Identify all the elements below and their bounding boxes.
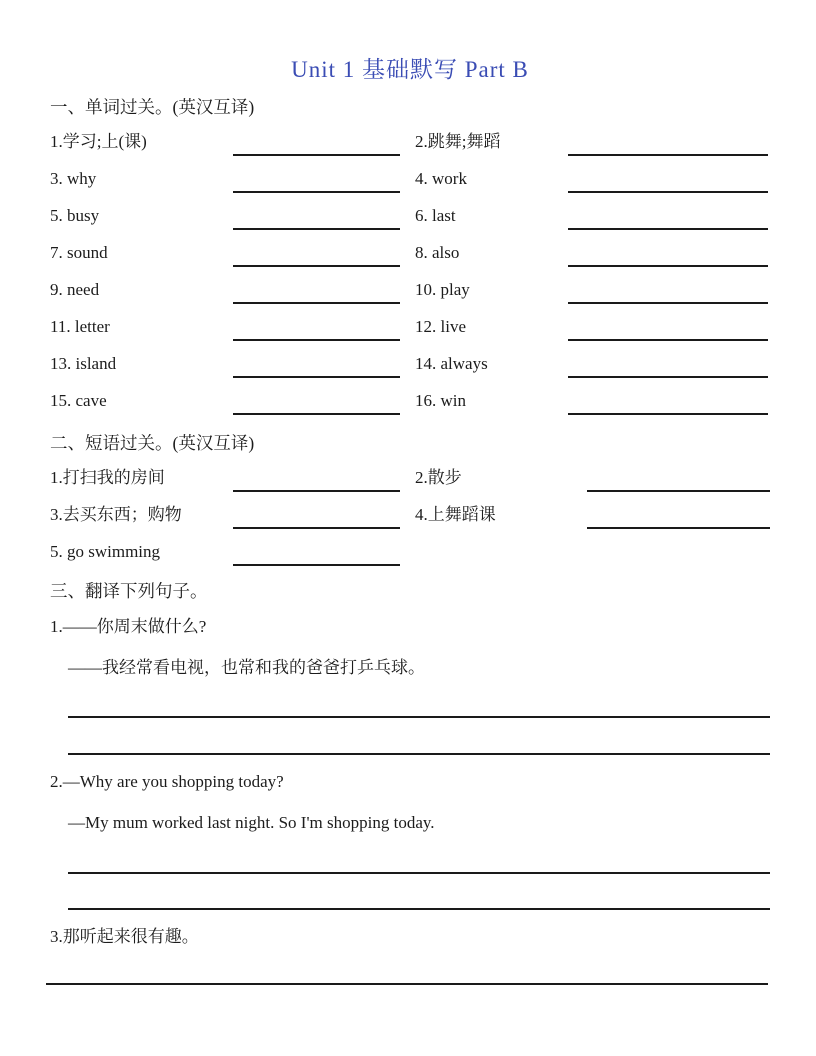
answer-blank [568, 167, 768, 193]
word-grid [50, 119, 770, 415]
answer-blank [233, 540, 400, 566]
phrase-item-label: 1.打扫我的房间 [50, 468, 165, 487]
word-item-label: 10. play [415, 280, 470, 299]
answer-line [46, 983, 768, 985]
answer-blank [233, 278, 400, 304]
answer-blank [568, 389, 768, 415]
phrase-grid [50, 455, 770, 566]
answer-blank [233, 466, 400, 492]
answer-blank [233, 241, 400, 267]
word-item-label: 12. live [415, 317, 466, 336]
word-item-label: 9. need [50, 280, 100, 299]
word-item-label: 2.跳舞;舞蹈 [415, 132, 501, 151]
answer-line [68, 753, 770, 755]
phrase-row [50, 529, 770, 566]
answer-blank [587, 466, 770, 492]
word-item-label: 14. always [415, 354, 488, 373]
word-row [50, 267, 770, 304]
page-title: Unit 1 基础默写 Part B [291, 57, 529, 82]
word-row [50, 341, 770, 378]
phrase-row [50, 455, 770, 492]
answer-blank [233, 130, 400, 156]
section-words-heading: 一、单词过关。(英汉互译) [50, 97, 255, 117]
answer-blank [568, 278, 768, 304]
translation-question-1: 1.——你周末做什么? [50, 617, 207, 636]
word-item-label: 1.学习;上(课) [50, 132, 147, 151]
answer-blank [587, 503, 770, 529]
answer-blank [233, 352, 400, 378]
translation-question-3: 3.那听起来很有趣。 [50, 927, 199, 946]
word-item-label: 3. why [50, 169, 97, 188]
word-item-label: 5. busy [50, 206, 100, 225]
phrase-item-label: 5. go swimming [50, 542, 161, 561]
answer-blank [233, 204, 400, 230]
word-item-label: 8. also [415, 243, 460, 262]
phrase-row [50, 492, 770, 529]
word-row [50, 378, 770, 415]
answer-blank [568, 315, 768, 341]
word-row [50, 304, 770, 341]
word-item-label: 6. last [415, 206, 456, 225]
phrase-item-label: 2.散步 [415, 468, 462, 487]
answer-blank [568, 241, 768, 267]
answer-blank [233, 389, 400, 415]
translation-answer-1: ——我经常看电视，也常和我的爸爸打乒乓球。 [68, 658, 425, 677]
word-row [50, 193, 770, 230]
phrase-item-label: 3.去买东西；购物 [50, 505, 182, 524]
answer-line [68, 908, 770, 910]
word-item-label: 16. win [415, 391, 466, 410]
answer-blank [568, 130, 768, 156]
word-item-label: 11. letter [50, 317, 110, 336]
section-translate-heading: 三、翻译下列句子。 [50, 581, 208, 601]
answer-line [68, 872, 770, 874]
answer-blank [568, 204, 768, 230]
word-row [50, 119, 770, 156]
translation-question-2: 2.—Why are you shopping today? [50, 772, 284, 791]
answer-blank [568, 352, 768, 378]
phrase-item-label: 4.上舞蹈课 [415, 505, 496, 524]
word-item-label: 7. sound [50, 243, 108, 262]
word-row [50, 156, 770, 193]
answer-line [68, 716, 770, 718]
translation-answer-2: —My mum worked last night. So I'm shopping today. [68, 813, 435, 832]
word-item-label: 13. island [50, 354, 117, 373]
word-item-label: 15. cave [50, 391, 107, 410]
word-row [50, 230, 770, 267]
answer-blank [233, 503, 400, 529]
word-item-label: 4. work [415, 169, 467, 188]
section-phrases-heading: 二、短语过关。(英汉互译) [50, 433, 255, 453]
answer-blank [233, 315, 400, 341]
answer-blank [233, 167, 400, 193]
